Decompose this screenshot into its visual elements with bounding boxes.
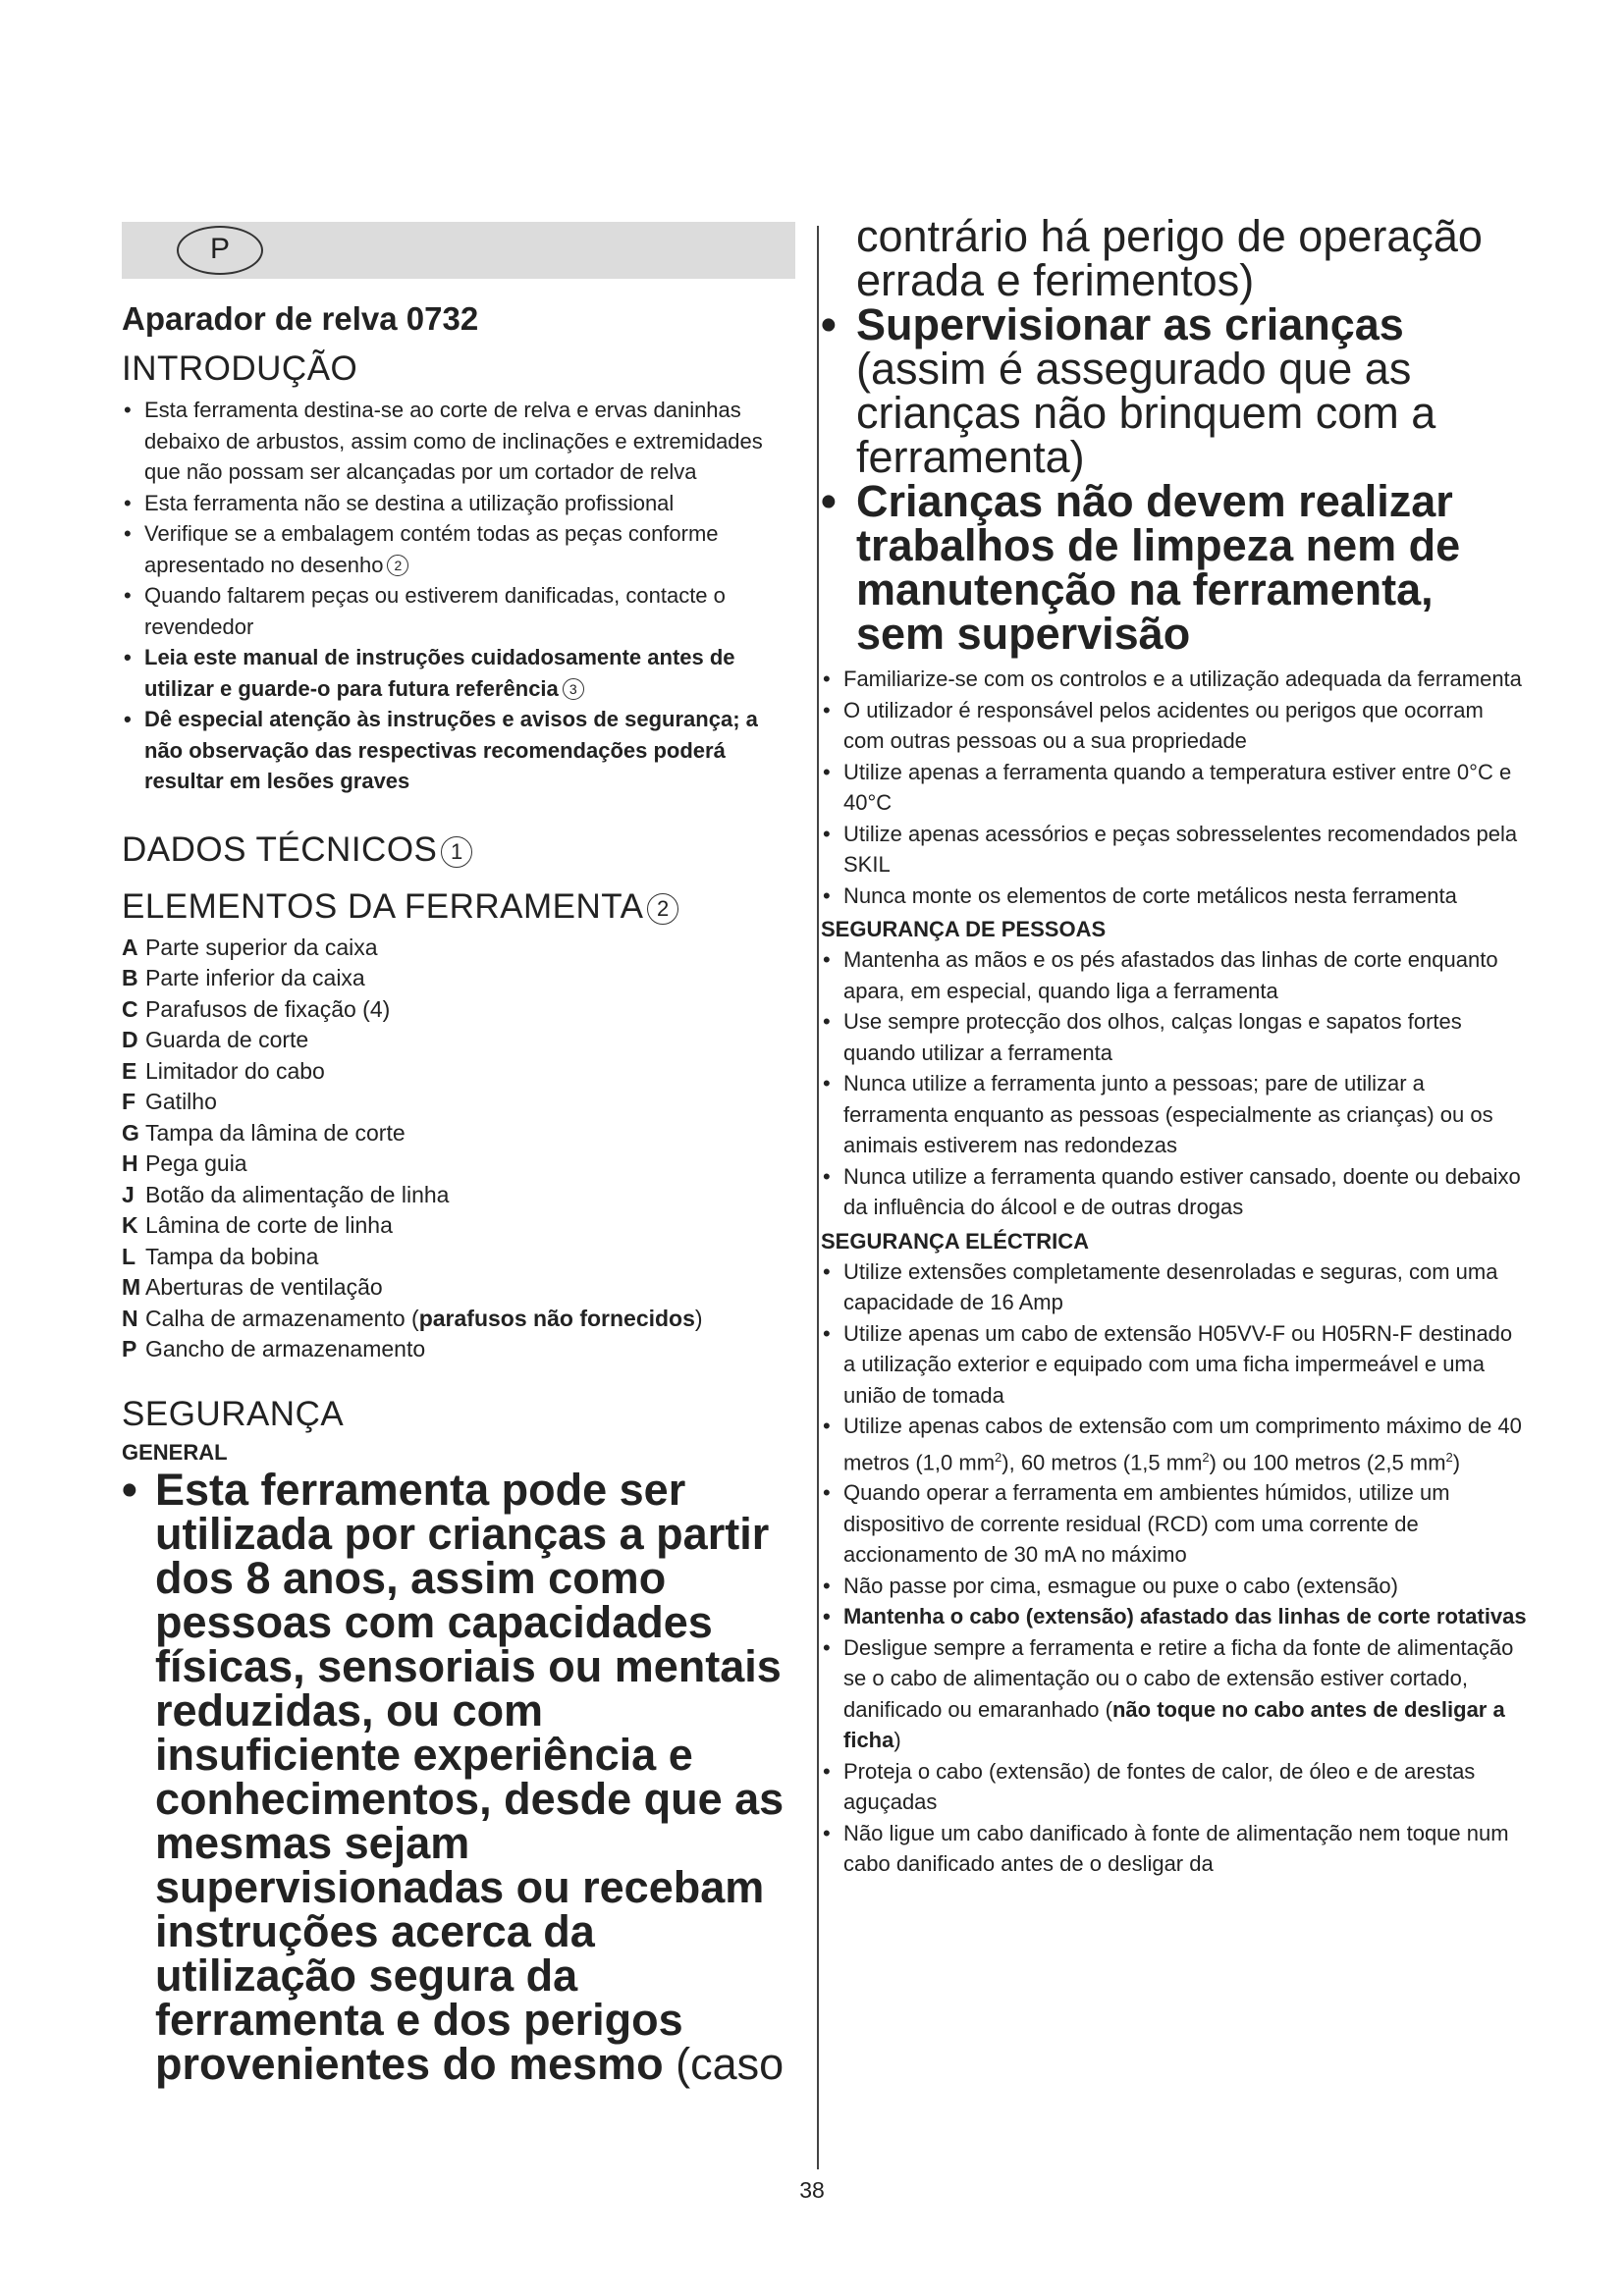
figure-ref-3: 3	[563, 678, 584, 700]
list-item: E Limitador do cabo	[122, 1057, 325, 1084]
electric-safety-list	[821, 1256, 1528, 1880]
list-item: • Utilize apenas acessórios e peças sobresselentes recomendados pela SKIL	[821, 819, 1528, 881]
list-item: F Gatilho	[122, 1089, 217, 1114]
intro-list	[122, 395, 795, 797]
list-item: • Não ligue um cabo danificado à fonte de alimentação nem toque num cabo danificado antes de o desligar da	[821, 1818, 1528, 1880]
persons-safety-list	[821, 944, 1528, 1223]
intro-heading: INTRODUÇÃO	[122, 349, 358, 388]
right-column	[821, 211, 1528, 1880]
list-item: • Nunca utilize a ferramenta junto a pessoas; pare de utilizar a ferramenta enquanto as pessoas (especialmente as crianças) ou os animais estiverem nas redondezas	[821, 1068, 1528, 1161]
list-item: • Esta ferramenta destina-se ao corte de relva e ervas daninhas debaixo de arbustos, assim como de inclinações e extremidades que não possam ser alcançadas por um cortador de relva	[122, 395, 795, 488]
list-item: • Supervisionar as crianças (assim é assegurado que as crianças não brinquem com a ferramenta)	[821, 302, 1528, 479]
list-item: • Quando operar a ferramenta em ambientes húmidos, utilize um dispositivo de corrente residual (RCD) com uma corrente de accionamento de 30 mA no máximo	[821, 1477, 1528, 1571]
list-item: P Gancho de armazenamento	[122, 1336, 426, 1362]
language-header-bar	[122, 222, 795, 279]
tech-data-heading: DADOS TÉCNICOS 1	[122, 830, 795, 870]
figure-ref-2: 2	[387, 555, 408, 576]
list-item: A Parte superior da caixa	[122, 934, 378, 960]
list-item: K Lâmina de corte de linha	[122, 1212, 393, 1238]
list-item: M Aberturas de ventilação	[122, 1274, 383, 1300]
list-item: • Desligue sempre a ferramenta e retire a ficha da fonte de alimentação se o cabo de alimentação ou o cabo de extensão estiver cortado, danificado ou emaranhado (não toque no cabo antes de desligar a ficha)	[821, 1632, 1528, 1756]
list-item: • Crianças não devem realizar trabalhos de limpeza nem de manutenção na ferramenta, sem supervisão	[821, 479, 1528, 656]
list-item: L Tampa da bobina	[122, 1243, 319, 1269]
electric-safety-heading: SEGURANÇA ELÉCTRICA	[821, 1228, 1089, 1254]
list-item: • Utilize apenas um cabo de extensão H05VV-F ou H05RN-F destinado a utilização exterior e equipado com uma ficha impermeável e uma união de tomada	[821, 1318, 1528, 1412]
list-item: • Proteja o cabo (extensão) de fontes de calor, de óleo e de arestas aguçadas	[821, 1756, 1528, 1818]
list-item: • Quando faltarem peças ou estiverem danificadas, contacte o revendedor	[122, 580, 795, 642]
page-number: 38	[799, 2177, 825, 2203]
tool-elements-heading: ELEMENTOS DA FERRAMENTA 2	[122, 887, 795, 927]
list-item: J Botão da alimentação de linha	[122, 1181, 450, 1207]
list-item: D Guarda de corte	[122, 1027, 309, 1052]
list-item: • O utilizador é responsável pelos acidentes ou perigos que ocorram com outras pessoas ou a sua propriedade	[821, 695, 1528, 757]
list-item: • Use sempre protecção dos olhos, calças longas e sapatos fortes quando utilizar a ferramenta	[821, 1006, 1528, 1068]
list-item: • Mantenha as mãos e os pés afastados das linhas de corte enquanto apara, em especial, quando liga a ferramenta	[821, 944, 1528, 1006]
general-subheading: GENERAL	[122, 1439, 228, 1465]
list-item: • Verifique se a embalagem contém todas as peças conforme apresentado no desenho 2	[122, 518, 795, 580]
general-safety-list	[821, 664, 1528, 911]
list-item: • Não passe por cima, esmague ou puxe o cabo (extensão)	[821, 1571, 1528, 1602]
general-warning-list	[122, 1464, 795, 2089]
list-item: N Calha de armazenamento (parafusos não fornecidos)	[122, 1305, 703, 1331]
list-item: C Parafusos de fixação (4)	[122, 995, 391, 1022]
safety-heading: SEGURANÇA	[122, 1394, 345, 1433]
list-item: B Parte inferior da caixa	[122, 965, 365, 990]
list-item: • Leia este manual de instruções cuidadosamente antes de utilizar e guarde-o para futura referência 3	[122, 642, 795, 704]
list-item: • Familiarize-se com os controlos e a utilização adequada da ferramenta	[821, 664, 1528, 695]
persons-safety-heading: SEGURANÇA DE PESSOAS	[821, 917, 1107, 941]
figure-ref-2: 2	[647, 893, 678, 925]
list-item: • Nunca monte os elementos de corte metálicos nesta ferramenta	[821, 881, 1528, 912]
list-item: • Utilize apenas a ferramenta quando a temperatura estiver entre 0°C e 40°C	[821, 757, 1528, 819]
list-item: • Dê especial atenção às instruções e avisos de segurança; a não observação das respectivas recomendações poderá resultar em lesões graves	[122, 704, 795, 797]
product-title: Aparador de relva 0732	[122, 300, 479, 337]
language-badge: P	[177, 226, 263, 275]
list-item: • Nunca utilize a ferramenta quando estiver cansado, doente ou debaixo da influência do álcool e de outras drogas	[821, 1161, 1528, 1223]
column-divider	[817, 226, 819, 2169]
list-item: • Esta ferramenta não se destina a utilização profissional	[122, 488, 795, 519]
list-item: H Pega guia	[122, 1150, 247, 1176]
list-item: • Utilize apenas cabos de extensão com um comprimento máximo de 40 metros (1,0 $mm^2$), 60 metros (1,5 $mm^2$) ou 100 metros (2,5 $mm^2$)	[821, 1411, 1528, 1477]
child-safety-list	[821, 299, 1528, 659]
list-item: • Mantenha o cabo (extensão) afastado das linhas de corte rotativas	[821, 1601, 1528, 1632]
figure-ref-1: 1	[441, 836, 472, 868]
list-item: • Esta ferramenta pode ser utilizada por crianças a partir dos 8 anos, assim como pessoas com capacidades físicas, sensoriais ou mentais reduzidas, ou com insuficiente experiência e conhecimentos, desde que as mesmas sejam supervisionadas ou recebam instruções acerca da utilização segura da ferramenta e dos perigos provenientes do mesmo (caso	[122, 1468, 795, 2086]
left-column	[122, 222, 795, 2089]
list-item: G Tampa da lâmina de corte	[122, 1119, 406, 1146]
list-item: • Utilize extensões completamente desenroladas e seguras, com uma capacidade de 16 Amp	[821, 1256, 1528, 1318]
continuation-text: contrário há perigo de operação errada e ferimentos)	[856, 211, 1483, 305]
tool-elements-list	[122, 933, 795, 1365]
